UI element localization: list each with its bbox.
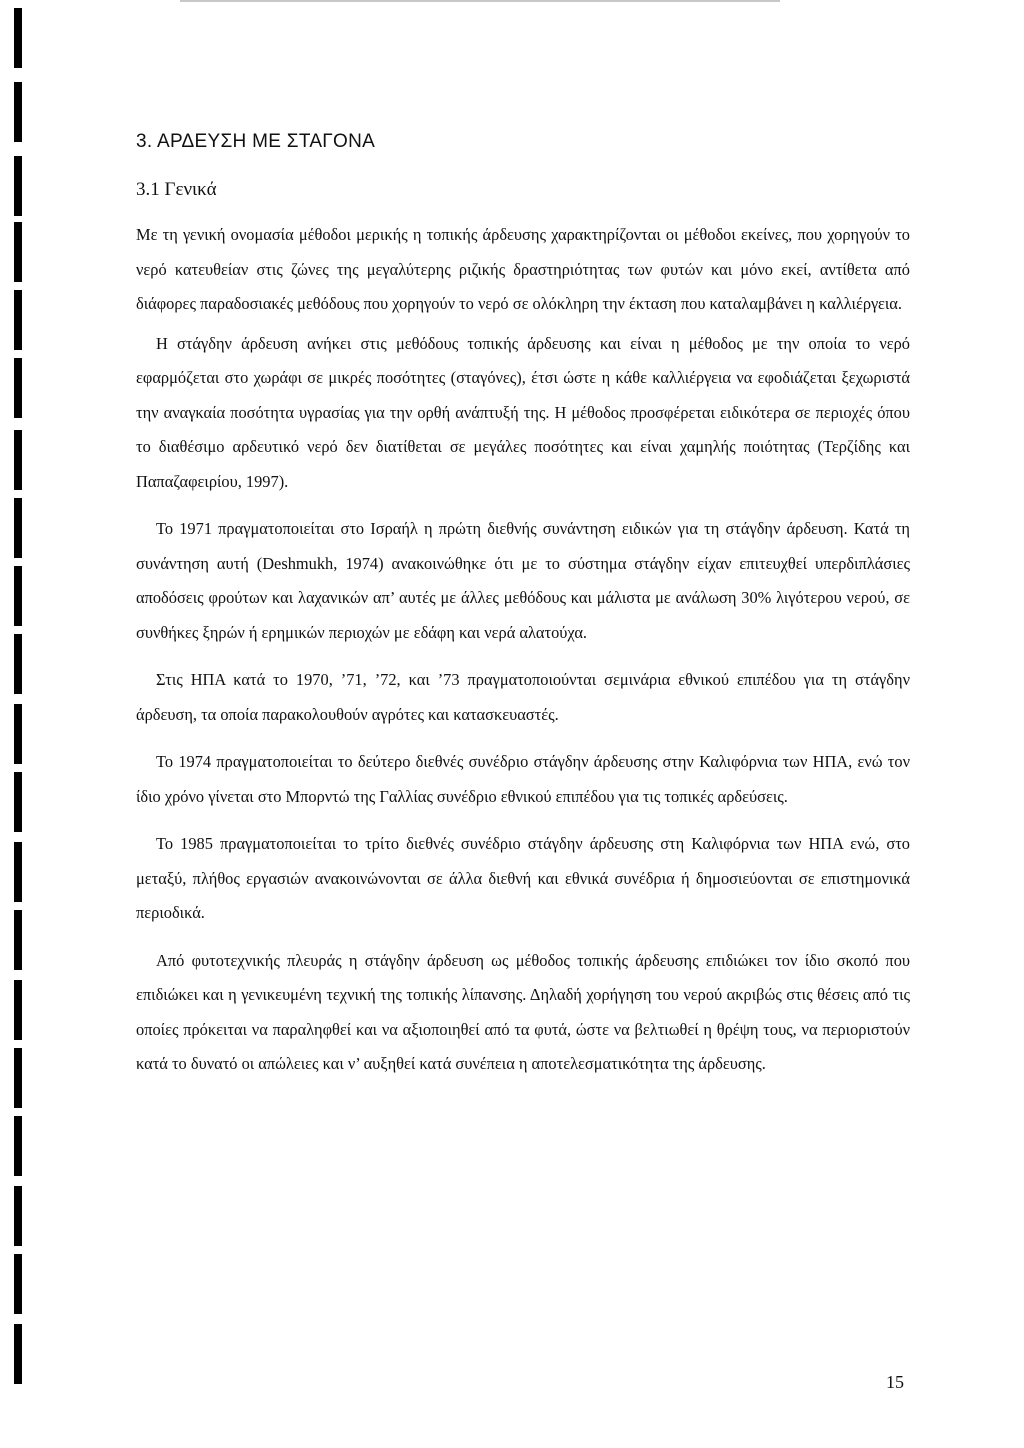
section-heading: 3.1 Γενικά bbox=[136, 179, 217, 200]
paragraph-1971-meeting: Το 1971 πραγματοποιείται στο Ισραήλ η πρώτη διεθνής συνάντηση ειδικών για τη στάγδην άρδευση. Κατά τη συνάντηση αυτή (Deshmukh, 1974) ανακοινώθηκε ότι με το σύστημα στάγδην είχαν επιτευχθεί υπερδιπλάσιες αποδόσεις φρούτων και λαχανικών απ’ αυτές με άλλες μεθόδους και μάλιστα με ανάλωση 30% λιγότερου νερού, σε συνθήκες ξηρών ή ερημικών περιοχών με εδάφη και νερά αλατούχα. bbox=[136, 519, 910, 642]
binding-mark bbox=[14, 1254, 22, 1314]
binding-mark bbox=[14, 1116, 22, 1176]
paragraph-1985-congress: Το 1985 πραγματοποιείται το τρίτο διεθνές συνέδριο στάγδην άρδευσης στη Καλιφόρνια των ΗΠΑ ενώ, στο μεταξύ, πλήθος εργασιών ανακοινώνονται σε άλλα διεθνή και εθνικά συνέδρια ή δημοσιεύονται σε επιστημονικά περιοδικά. bbox=[136, 834, 910, 922]
binding-mark bbox=[14, 772, 22, 832]
binding-mark bbox=[14, 842, 22, 902]
binding-mark bbox=[14, 498, 22, 558]
binding-mark bbox=[14, 222, 22, 282]
chapter-heading: 3. ΑΡΔΕΥΣΗ ΜΕ ΣΤΑΓΟΝΑ bbox=[136, 131, 376, 152]
paragraph-usa-seminars: Στις ΗΠΑ κατά το 1970, ’71, ’72, και ’73 πραγματοποιούνται σεμινάρια εθνικού επιπέδου για τη στάγδην άρδευση, τα οποία παρακολουθούν αγρότες και κατασκευαστές. bbox=[136, 670, 910, 724]
scan-top-edge bbox=[180, 0, 780, 2]
paragraph-1974-congress: Το 1974 πραγματοποιείται το δεύτερο διεθνές συνέδριο στάγδην άρδευσης στην Καλιφόρνια των ΗΠΑ, ενώ τον ίδιο χρόνο γίνεται στο Μπορντώ της Γαλλίας συνέδριο εθνικού επιπέδου για τις τοπικές αρδεύσεις. bbox=[136, 752, 910, 806]
binding-mark bbox=[14, 156, 22, 216]
paragraph-general-definition: Με τη γενική ονομασία μέθοδοι μερικής η τοπικής άρδευσης χαρακτηρίζονται οι μέθοδοι εκείνες, που χορηγούν το νερό κατευθείαν στις ζώνες της μεγαλύτερης ριζικής δραστηριότητας των φυτών και μόνο εκεί, αντίθετα από διάφορες παραδοσιακές μεθόδους που χορηγούν το νερό σε ολόκληρη την έκταση που καταλαμβάνει η καλλιέργεια. bbox=[136, 225, 910, 313]
binding-mark bbox=[14, 290, 22, 350]
binding-mark bbox=[14, 430, 22, 490]
binding-mark bbox=[14, 358, 22, 418]
binding-mark bbox=[14, 910, 22, 970]
binding-marks bbox=[14, 0, 34, 1448]
binding-mark bbox=[14, 1324, 22, 1384]
binding-mark bbox=[14, 566, 22, 626]
paragraph-drip-definition: Η στάγδην άρδευση ανήκει στις μεθόδους τοπικής άρδευσης και είναι η μέθοδος με την οποία το νερό εφαρμόζεται στο χωράφι σε μικρές ποσότητες (σταγόνες), έτσι ώστε η κάθε καλλιέργεια να εφοδιάζεται ξεχωριστά την αναγκαία ποσότητα υγρασίας για την ορθή ανάπτυξή της. Η μέθοδος προσφέρεται ειδικότερα σε περιοχές όπου το διαθέσιμο αρδευτικό νερό δεν διατίθεται σε μεγάλες ποσότητες και είναι χαμηλής ποιότητας (Τερζίδης και Παπαζαφειρίου, 1997). bbox=[136, 333, 910, 491]
body-text bbox=[136, 218, 910, 1095]
binding-mark bbox=[14, 8, 22, 68]
binding-mark bbox=[14, 980, 22, 1040]
paragraph-plant-technical: Από φυτοτεχνικής πλευράς η στάγδην άρδευση ως μέθοδος τοπικής άρδευσης επιδιώκει τον ίδιο σκοπό που επιδιώκει και η γενικευμένη τεχνική της τοπικής λίπανσης. Δηλαδή χορήγηση του νερού ακριβώς στις θέσεις από τις οποίες πρόκειται να παραληφθεί και να αξιοποιηθεί από τα φυτά, ώστε να βελτιωθεί η θρέψη τους, να περιοριστούν κατά το δυνατό οι απώλειες και ν’ αυξηθεί κατά συνέπεια η αποτελεσματικότητα της άρδευσης. bbox=[136, 950, 910, 1073]
binding-mark bbox=[14, 82, 22, 142]
binding-mark bbox=[14, 704, 22, 764]
binding-mark bbox=[14, 1186, 22, 1246]
binding-mark bbox=[14, 634, 22, 694]
binding-mark bbox=[14, 1048, 22, 1108]
page-number: 15 bbox=[886, 1372, 904, 1392]
